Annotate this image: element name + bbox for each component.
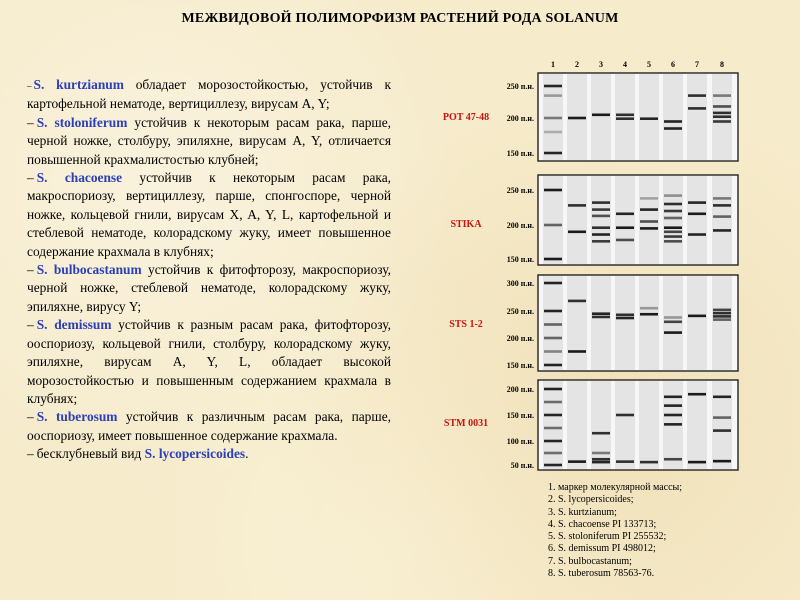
gel-lane (663, 276, 683, 370)
gel-band (664, 203, 682, 206)
species-description (27, 76, 391, 464)
gel-band (664, 226, 682, 229)
gel-panel (450, 175, 738, 265)
gel-band (592, 312, 610, 315)
gel-lane (543, 74, 563, 160)
marker-name: POT 47-48 (442, 112, 490, 123)
species-name: S. stoloniferum (36, 114, 128, 130)
species-traits: устойчив к некоторым расам рака, парше, черной ножке, столбуру, эпиляхне, вирусам A, Y, отличается повышенной крахмалистостью клубней; (27, 114, 391, 167)
gel-band (568, 350, 586, 353)
gel-band (713, 197, 731, 200)
size-label: 200 п.н. (506, 385, 534, 394)
legend-item: 1. маркер молекулярной массы; (548, 482, 683, 493)
gel-band (664, 316, 682, 319)
gel-lane (687, 74, 707, 160)
species-name: S. bulbocastanum (36, 262, 142, 278)
gel-lane (567, 176, 587, 264)
gel-lane (687, 381, 707, 469)
gel-band (592, 114, 610, 117)
gel-band (664, 331, 682, 334)
lane-number: 6 (671, 60, 675, 69)
size-label: 200 п.н. (506, 114, 534, 123)
marker-name: STS 1-2 (449, 319, 483, 330)
size-label: 200 п.н. (506, 221, 534, 230)
gel-lane (543, 176, 563, 264)
gel-band (713, 112, 731, 115)
species-traits: устойчив к разным расам рака, фитофторозу, ооспориозу, кольцевой гнили, столбуру, колорадскому жуку, эпиляхне, вирусам A, Y, L, обладает высокой морозостойкостью и повышенным содержанием крахмала в клубнях; (27, 317, 391, 406)
gel-lane (639, 176, 659, 264)
gel-band (592, 452, 610, 455)
legend-item: 7. S. bulbocastanum; (548, 555, 632, 567)
gel-band (713, 204, 731, 207)
species-traits: устойчив к различным расам рака, парше, ооспориозу, имеет повышенное содержание крахмала. (27, 409, 391, 443)
gel-band (592, 432, 610, 435)
gel-band (544, 364, 562, 367)
gel-band (544, 117, 562, 120)
marker-name: STIKA (450, 219, 482, 230)
size-label: 50 п.н. (510, 461, 534, 470)
size-label: 150 п.н. (506, 411, 534, 420)
gel-band (544, 388, 562, 391)
gel-band (544, 350, 562, 353)
gel-band (616, 317, 634, 320)
gel-band (640, 313, 658, 316)
gel-band (592, 201, 610, 204)
gel-band (664, 396, 682, 399)
species-name: S. kurtzianum (33, 77, 124, 92)
gel-panel (444, 380, 738, 470)
gel-lane (615, 176, 635, 264)
species-traits: обладает морозостойкостью, устойчив к картофельной нематоде, вертициллезу, вирусам A, Y; (27, 77, 391, 112)
gel-band (640, 220, 658, 223)
gel-band (616, 114, 634, 117)
gel-band (713, 315, 731, 318)
gel-band (592, 233, 610, 236)
size-label: 250 п.н. (506, 186, 534, 195)
legend-item: 4. S. chacoense PI 133713; (548, 518, 657, 530)
gel-lane (712, 176, 732, 264)
gel-band (544, 94, 562, 97)
gel-band (688, 461, 706, 464)
gel-band (664, 217, 682, 220)
gel-band (664, 404, 682, 407)
gel-band (664, 235, 682, 238)
gel-lane (639, 74, 659, 160)
gel-band (713, 416, 731, 419)
gel-band (664, 321, 682, 324)
gel-band (664, 194, 682, 197)
lane-number: 3 (599, 60, 603, 69)
size-label: 150 п.н. (506, 255, 534, 264)
gel-band (713, 309, 731, 312)
gel-band (713, 429, 731, 432)
size-label: 200 п.н. (506, 334, 534, 343)
size-label: 150 п.н. (506, 149, 534, 158)
description-dash: – (27, 114, 34, 130)
gel-band (640, 461, 658, 464)
gel-band (664, 127, 682, 130)
gel-band (713, 312, 731, 315)
gel-band (616, 460, 634, 463)
gel-background (538, 175, 738, 265)
gel-lane (687, 276, 707, 370)
gel-band (544, 152, 562, 155)
gel-band (688, 315, 706, 318)
gel-band (592, 208, 610, 211)
gel-band (640, 208, 658, 211)
gel-band (592, 458, 610, 461)
gel-band (616, 226, 634, 229)
gel-panel (443, 73, 738, 161)
gel-lane (663, 176, 683, 264)
page-title: МЕЖВИДОВОЙ ПОЛИМОРФИЗМ РАСТЕНИЙ РОДА SOLANUM (181, 11, 619, 26)
gel-lane (615, 381, 635, 469)
gel-band (544, 189, 562, 192)
gel-band (544, 85, 562, 88)
gel-band (616, 414, 634, 417)
size-label: 250 п.н. (506, 307, 534, 316)
gel-lane (639, 276, 659, 370)
lane-number: 2 (575, 60, 579, 69)
gel-band (544, 401, 562, 404)
gel-band (688, 233, 706, 236)
gel-band (713, 229, 731, 232)
description-dash: – (27, 446, 34, 462)
gel-band (664, 458, 682, 461)
gel-band (713, 215, 731, 218)
gel-band (688, 201, 706, 204)
gel-lane (663, 381, 683, 469)
gel-band (568, 231, 586, 234)
gel-band (616, 117, 634, 120)
size-label: 250 п.н. (506, 82, 534, 91)
species-traits: устойчив к некоторым расам рака, макроспориозу, вертициллезу, парше, спонгоспоре, черной ножке, кольцевой гнили, вирусам X, A, Y, L, картофельной и стеблевой нематоде, колорадскому жуку, имеет повышенное содержание крахмала в клубнях; (27, 170, 391, 259)
gel-band (544, 282, 562, 285)
gel-band (568, 204, 586, 207)
lane-number: 1 (551, 60, 555, 69)
legend-item: 8. S. tuberosum 78563-76. (548, 568, 655, 580)
gel-band (688, 213, 706, 216)
gel-band (713, 318, 731, 321)
description-prefix: бесклубневый вид (36, 446, 145, 462)
species-traits: устойчив к фитофторозу, макроспориозу, черной ножке, стеблевой нематоде, колорадскому жуку, эпиляхне, вирусу Y; (27, 262, 391, 314)
lane-number: 7 (695, 60, 699, 69)
gel-band (664, 120, 682, 123)
legend-item: 6. S. demissum PI 498012; (548, 543, 656, 555)
gel-band (640, 307, 658, 310)
gel-band (664, 240, 682, 243)
description-item (27, 316, 391, 408)
gel-band (640, 227, 658, 230)
gel-lane (591, 176, 611, 264)
description-item (27, 408, 391, 445)
gel-band (544, 323, 562, 326)
size-label: 150 п.н. (506, 361, 534, 370)
species-name: S. tuberosum (36, 409, 118, 425)
description-item (27, 76, 391, 114)
legend-item: 3. S. kurtzianum; (548, 506, 617, 518)
gel-band (640, 117, 658, 120)
gel-band (592, 316, 610, 319)
lane-number: 4 (623, 60, 627, 69)
description-dash: – (27, 170, 34, 186)
lane-number: 5 (647, 60, 651, 69)
description-item (27, 261, 391, 316)
gel-band (713, 94, 731, 97)
gel-band (616, 213, 634, 216)
gel-lane (591, 276, 611, 370)
gel-band (616, 313, 634, 316)
gel-lane (639, 381, 659, 469)
gel-band (592, 240, 610, 243)
gel-lane (712, 276, 732, 370)
gel-band (664, 414, 682, 417)
gel-band (592, 461, 610, 464)
gel-band (688, 107, 706, 110)
gel-band (713, 105, 731, 108)
gel-lane (567, 276, 587, 370)
gel-band (544, 414, 562, 417)
gel-lane (663, 74, 683, 160)
gel-band (640, 197, 658, 200)
gel-band (688, 393, 706, 396)
gel-lane (712, 74, 732, 160)
gel-band (544, 131, 562, 134)
gel-band (713, 396, 731, 399)
gel-lane (567, 74, 587, 160)
gel-band (592, 215, 610, 218)
description-item (27, 169, 391, 261)
gel-band (544, 310, 562, 313)
gel-panel (449, 275, 738, 371)
species-name: S. demissum (36, 317, 112, 333)
species-name: S. chacoense (36, 170, 123, 186)
lane-number: 8 (720, 60, 724, 69)
gel-band (713, 115, 731, 118)
gel-lane (615, 276, 635, 370)
gel-band (568, 117, 586, 120)
species-traits: . (245, 446, 249, 462)
gel-lane (543, 381, 563, 469)
gel-lane (591, 381, 611, 469)
gel-lane (567, 381, 587, 469)
gel-background (538, 275, 738, 371)
gel-band (664, 210, 682, 213)
gel-lane (712, 381, 732, 469)
legend-item: 5. S. stoloniferum PI 255532; (548, 531, 667, 543)
size-label: 100 п.н. (506, 437, 534, 446)
gel-band (544, 427, 562, 430)
description-dash: – (27, 409, 34, 425)
gel-background (538, 380, 738, 470)
gel-band (664, 423, 682, 426)
gel-band (544, 224, 562, 227)
gel-band (544, 440, 562, 443)
gel-band (688, 94, 706, 97)
gel-band (544, 258, 562, 261)
gel-lane (687, 176, 707, 264)
description-item (27, 114, 391, 169)
gel-band (544, 464, 562, 467)
gel-band (568, 460, 586, 463)
gel-band (664, 231, 682, 234)
gel-band (544, 452, 562, 455)
species-name: S. lycopersicoides (144, 446, 246, 462)
gel-band (544, 337, 562, 340)
description-item (27, 445, 391, 463)
legend-item: 2. S. lycopersicoides; (548, 494, 634, 506)
gel-band (616, 239, 634, 242)
gel-band (592, 226, 610, 229)
size-label: 300 п.н. (506, 279, 534, 288)
gel-background (538, 73, 738, 161)
marker-name: STM 0031 (443, 418, 489, 429)
description-dash: – (27, 317, 34, 333)
gel-lane (615, 74, 635, 160)
gel-lane (591, 74, 611, 160)
gel-band (713, 460, 731, 463)
description-dash: – (27, 262, 34, 278)
gel-band (568, 300, 586, 303)
gel-lane (543, 276, 563, 370)
gel-band (713, 120, 731, 123)
lane-legend (548, 482, 788, 580)
description-dash: – (27, 81, 32, 91)
